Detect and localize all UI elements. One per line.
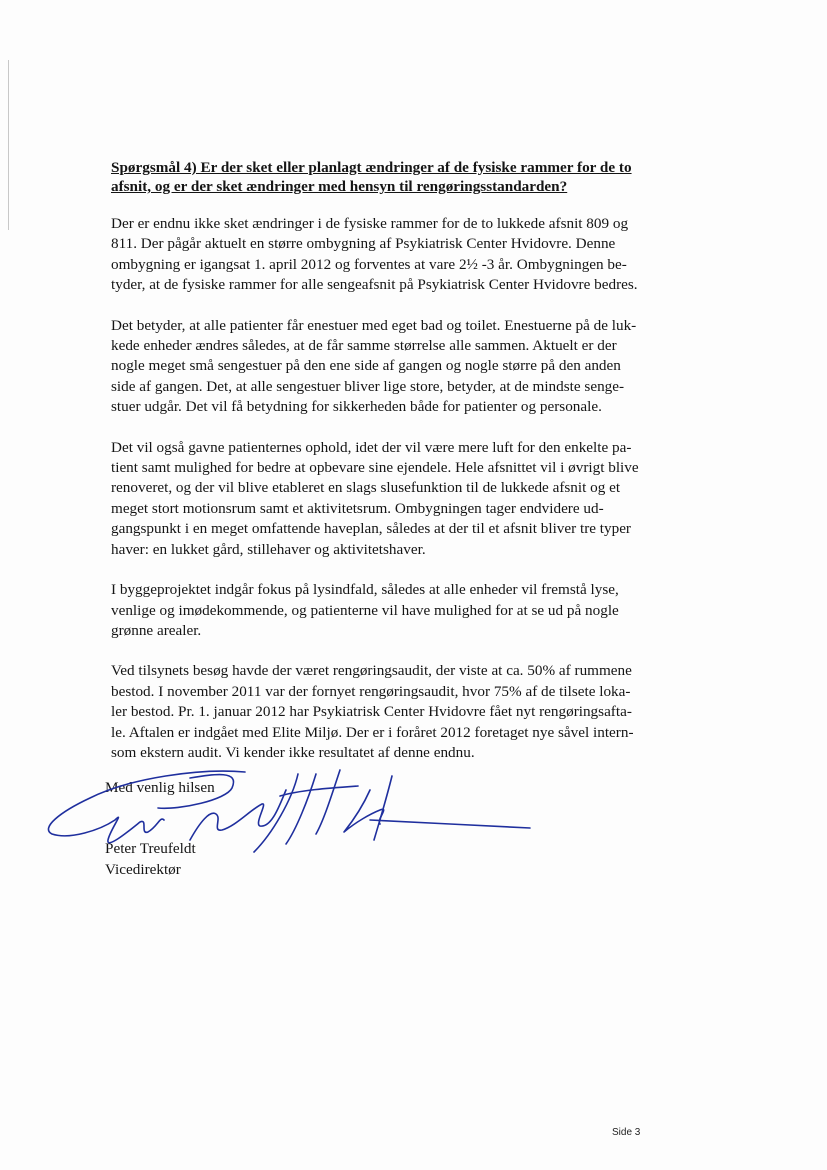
page-number: Side 3 xyxy=(612,1127,641,1138)
signature-stroke xyxy=(190,790,286,840)
paragraph-5 xyxy=(111,661,641,763)
text-line: gangspunkt i en meget omfattende haveplan, således at der til et afsnit bliver tre typer xyxy=(111,520,631,538)
signature-stroke xyxy=(370,820,530,828)
handwritten-signature xyxy=(40,760,540,870)
text-line: Det betyder, at alle patienter får enestuer med eget bad og toilet. Enestuerne på de luk- xyxy=(111,316,637,334)
text-line: ombygning er igangsat 1. april 2012 og forventes at vare 2½ -3 år. Ombygningen be- xyxy=(111,255,627,273)
question-heading xyxy=(111,158,641,196)
text-line: Der er endnu ikke sket ændringer i de fysiske rammer for de to lukkede afsnit 809 og xyxy=(111,215,629,232)
text-line: haver: en lukket gård, stillehaver og aktivitetshaver. xyxy=(111,540,426,558)
text-line: nogle meget små sengestuer på den ene side af gangen og nogle større på den anden xyxy=(111,357,621,375)
text-line: meget stort motionsrum samt et aktivitetsrum. Ombygningen tager endvidere ud- xyxy=(111,499,604,517)
text-line: le. Aftalen er indgået med Elite Miljø. Der er i foråret 2012 foretaget nye såvel intern- xyxy=(111,723,634,741)
text-line: bestod. I november 2011 var der fornyet rengøringsaudit, hvor 75% af de tilsete loka- xyxy=(111,682,631,700)
scan-margin-line xyxy=(8,60,9,230)
signature-stroke xyxy=(158,775,234,809)
text-line: kede enheder ændres således, at de får samme størrelse alle sammen. Aktuelt er der xyxy=(111,337,617,355)
text-line: Det vil også gavne patienternes ophold, idet der vil være mere luft for den enkelte pa- xyxy=(111,438,632,456)
signer-name: Peter Treufeldt xyxy=(105,840,196,857)
paragraph-2 xyxy=(111,316,641,418)
text-line: I byggeprojektet indgår fokus på lysindfald, således at alle enheder vil fremstå lyse, xyxy=(111,581,619,599)
text-line: renoveret, og der vil blive etableret en slags slusefunktion til de lukkede afsnit og et xyxy=(111,479,621,497)
document-body xyxy=(111,158,641,783)
text-line: side af gangen. Det, at alle sengestuer bliver lige store, betyder, at de mindste senge- xyxy=(111,377,625,395)
closing-greeting: Med venlig hilsen xyxy=(105,779,215,796)
text-line: ler bestod. Pr. 1. januar 2012 har Psykiatrisk Center Hvidovre fået nyt rengøringsafta- xyxy=(111,703,632,721)
text-line: tyder, at de fysiske rammer for alle sengeafsnit på Psykiatrisk Center Hvidovre bedres. xyxy=(111,276,638,294)
text-line: tient samt mulighed for bedre at opbevare sine ejendele. Hele afsnittet vil i øvrigt blive xyxy=(111,459,639,477)
paragraph-1 xyxy=(111,214,641,296)
text-line: Ved tilsynets besøg havde der været rengøringsaudit, der viste at ca. 50% af rummene xyxy=(111,662,632,680)
text-line: venlige og imødekommende, og patienterne vil have mulighed for at se ud på nogle xyxy=(111,601,619,619)
signature-stroke xyxy=(316,770,340,834)
signature-stroke xyxy=(48,771,245,843)
text-line: som ekstern audit. Vi kender ikke resultatet af denne endnu. xyxy=(111,743,475,761)
heading-line: afsnit, og er der sket ændringer med hensyn til rengøringsstandarden? xyxy=(111,178,568,195)
paragraph-4 xyxy=(111,580,641,641)
text-line: stuer udgår. Det vil få betydning for sikkerheden både for patienter og personale. xyxy=(111,398,602,416)
text-line: 811. Der pågår aktuelt en større ombygning af Psykiatrisk Center Hvidovre. Denne xyxy=(111,235,616,253)
signer-title: Vicedirektør xyxy=(105,861,181,878)
signature-stroke xyxy=(374,776,392,840)
paragraph-3 xyxy=(111,438,641,560)
signature-stroke xyxy=(286,774,316,844)
text-line: grønne arealer. xyxy=(111,621,202,639)
heading-line: Spørgsmål 4) Er der sket eller planlagt ændringer af de fysiske rammer for de to xyxy=(111,159,632,176)
